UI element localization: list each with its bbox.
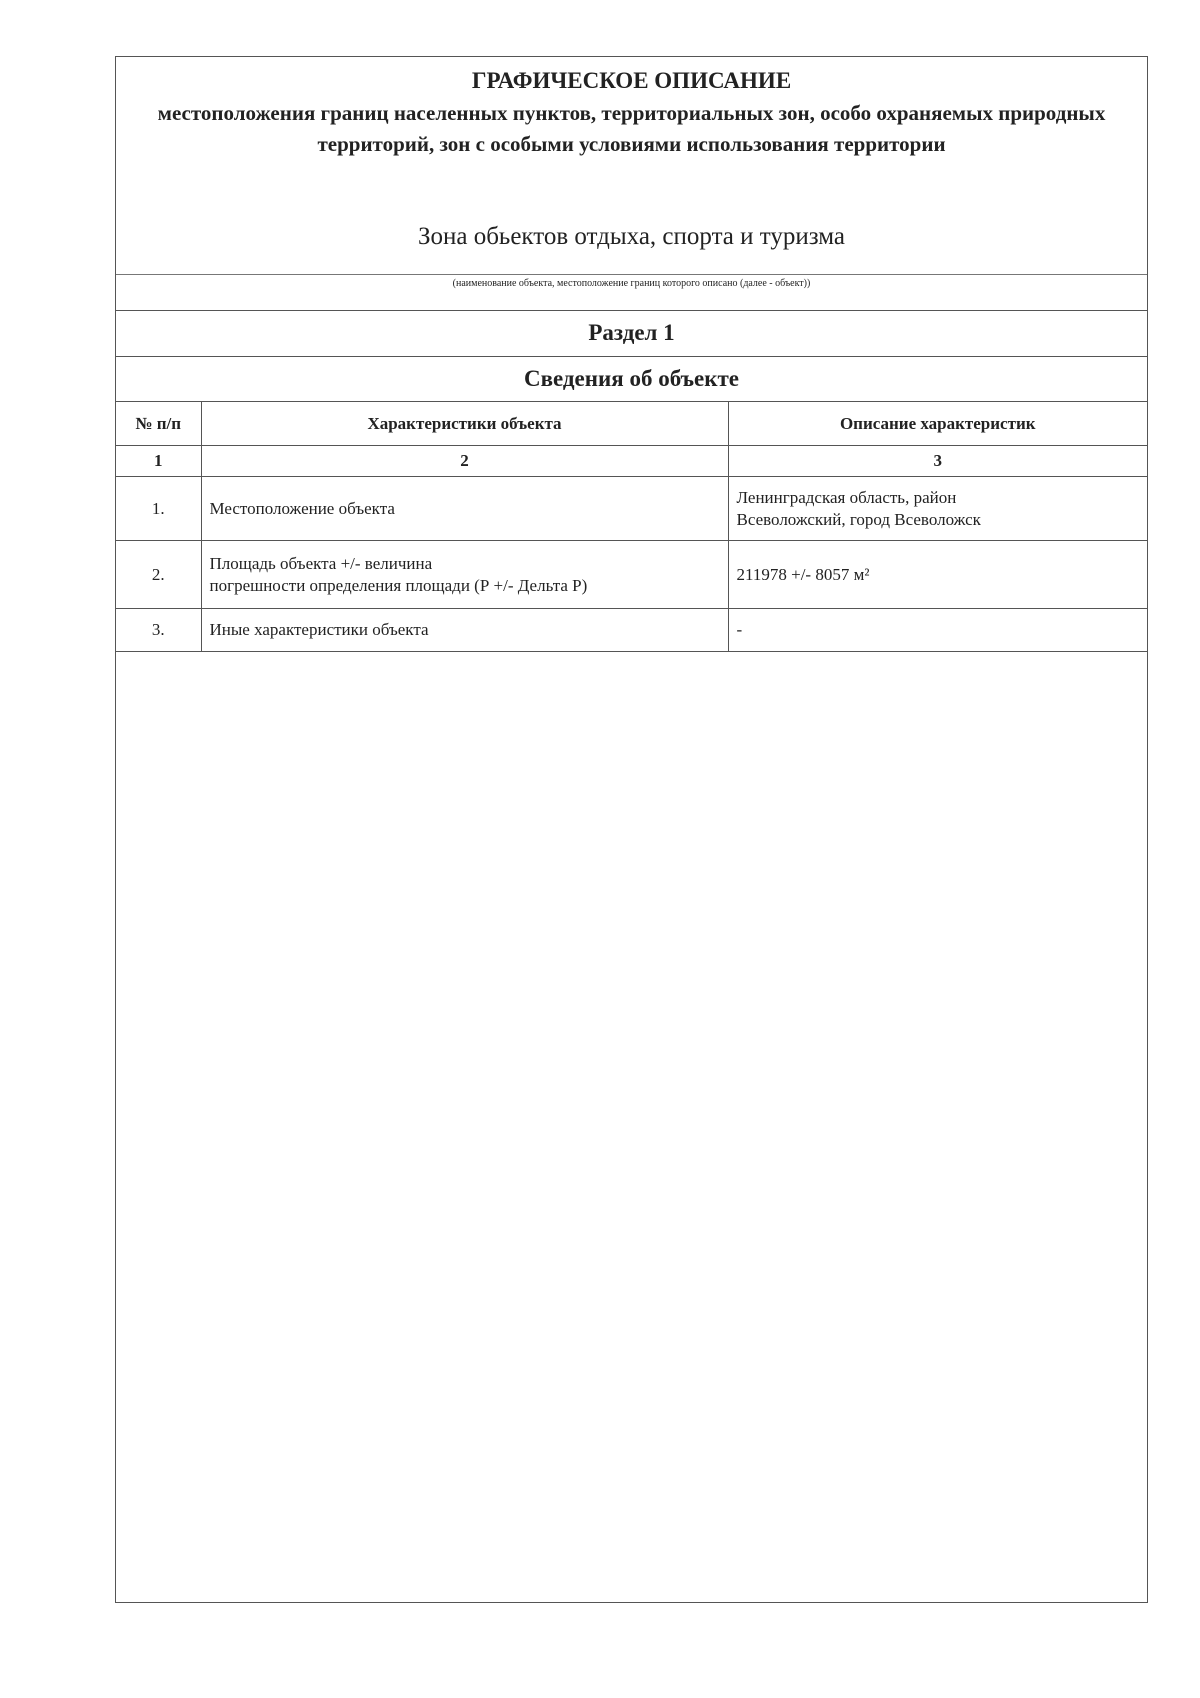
- object-info-table: [116, 401, 1147, 652]
- row-description: -: [728, 609, 1147, 652]
- table-column-numbers-row: [116, 446, 1147, 477]
- column-header-characteristic: Характеристики объекта: [201, 402, 728, 446]
- table-row: [116, 541, 1147, 609]
- row-number: 2.: [116, 541, 201, 609]
- column-header-number: № п/п: [116, 402, 201, 446]
- column-number-1: 1: [116, 446, 201, 477]
- table-row: [116, 609, 1147, 652]
- column-header-description: Описание характеристик: [728, 402, 1147, 446]
- section-title: Раздел 1: [116, 310, 1147, 356]
- document-subtitle: местоположения границ населенных пунктов, территориальных зон, особо охраняемых природных территорий, зон с особыми условиями использования территории: [157, 101, 1106, 156]
- document-title: ГРАФИЧЕСКОЕ ОПИСАНИЕ: [471, 68, 792, 93]
- row-description: Ленинградская область, район Всеволожский, город Всеволожск: [728, 477, 1147, 541]
- object-caption: (наименование объекта, местоположение границ которого описано (далее - объект)): [116, 274, 1147, 311]
- column-number-2: 2: [201, 446, 728, 477]
- document-header: [116, 57, 1147, 274]
- table-row: [116, 477, 1147, 541]
- row-characteristic: Местоположение объекта: [201, 477, 728, 541]
- section-heading: Сведения об объекте: [116, 356, 1147, 401]
- document-frame: [115, 56, 1148, 1603]
- object-name: Зона обьектов отдыха, спорта и туризма: [417, 223, 846, 250]
- row-description: 211978 +/- 8057 м²: [728, 541, 1147, 609]
- row-characteristic: Площадь объекта +/- величина погрешности определения площади (Р +/- Дельта Р): [201, 541, 728, 609]
- row-number: 3.: [116, 609, 201, 652]
- row-characteristic: Иные характеристики объекта: [201, 609, 728, 652]
- row-number: 1.: [116, 477, 201, 541]
- table-header-row: [116, 402, 1147, 446]
- column-number-3: 3: [728, 446, 1147, 477]
